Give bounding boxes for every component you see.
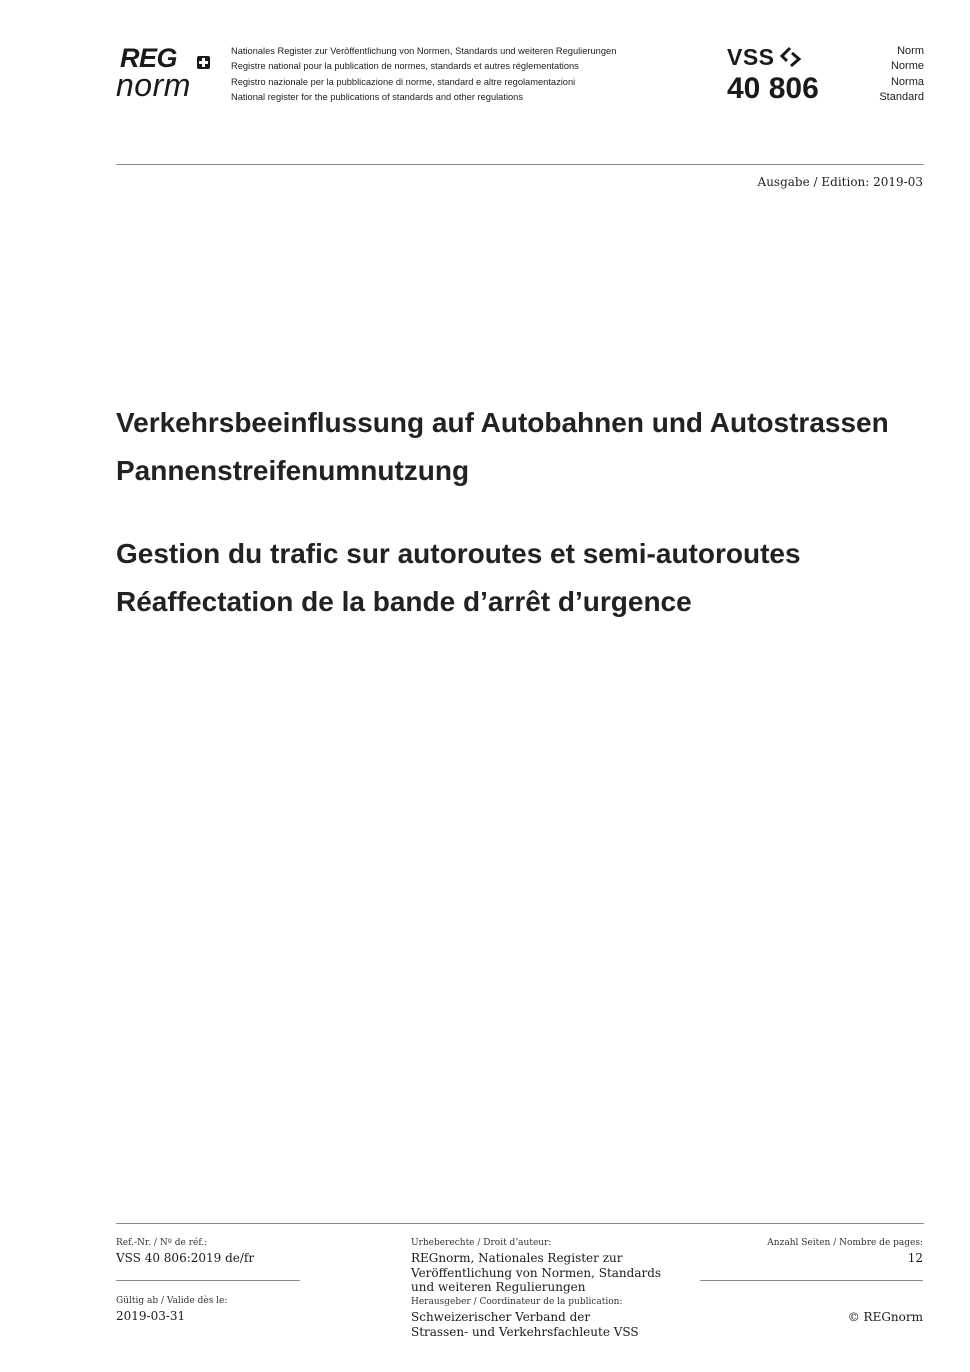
title-de-line-1: Verkehrsbeeinflussung auf Autobahnen und Autostrassen — [116, 407, 889, 438]
regnorm-logo — [116, 44, 216, 104]
vss-logo — [727, 44, 804, 70]
copyright-label: Urheberechte / Droit d’auteur: — [411, 1238, 552, 1248]
copyright-holder — [411, 1251, 661, 1295]
ref-divider — [116, 1280, 300, 1281]
publisher-name — [411, 1310, 639, 1339]
title-german — [116, 399, 946, 495]
pages-label: Anzahl Seiten / Nombre de pages: — [767, 1238, 923, 1248]
copyright-notice: © REGnorm — [847, 1310, 923, 1324]
valid-value: 2019-03-31 — [116, 1309, 186, 1323]
copyright-line-2: Veröffentlichung von Normen, Standards — [411, 1265, 662, 1280]
publisher-line-1: Schweizerischer Verband der — [411, 1310, 591, 1324]
doc-type-it: Norma — [890, 75, 924, 88]
swiss-cross-icon — [197, 56, 210, 69]
valid-label: Gültig ab / Valide dès le: — [116, 1296, 228, 1306]
vss-chevron-icon — [778, 45, 804, 69]
register-line-de: Nationales Register zur Veröffentlichung von Normen, Standards und weiteren Regulierungen — [231, 46, 617, 56]
vss-logo-text: VSS — [727, 44, 775, 70]
ref-label: Ref.-Nr. / Nº de réf.: — [116, 1238, 208, 1248]
title-fr-line-1: Gestion du trafic sur autoroutes et semi-autoroutes — [116, 538, 801, 569]
pages-value: 12 — [907, 1251, 923, 1265]
pages-divider — [700, 1280, 923, 1281]
register-line-fr: Registre national pour la publication de normes, standards et autres réglementations — [231, 61, 579, 72]
footer-divider — [116, 1223, 924, 1224]
doc-type-de: Norm — [897, 45, 924, 57]
register-line-en: National register for the publications of standards and other regulations — [231, 92, 523, 103]
logo-norm-text: norm — [116, 67, 191, 103]
ref-value: VSS 40 806:2019 de/fr — [116, 1251, 255, 1265]
copyright-line-3: und weiteren Regulierungen — [411, 1280, 586, 1295]
norm-number: 40 806 — [727, 72, 819, 105]
doc-type-fr: Norme — [890, 60, 924, 73]
publisher-line-2: Strassen- und Verkehrsfachleute VSS — [411, 1324, 639, 1339]
title-french — [116, 530, 946, 626]
doc-type-en: Standard — [879, 90, 924, 103]
document-type-list — [879, 44, 924, 105]
title-fr-line-2: Réaffectation de la bande d’arrêt d’urgence — [116, 586, 692, 617]
register-description — [231, 44, 616, 106]
edition-date: Ausgabe / Edition: 2019-03 — [757, 175, 923, 189]
copyright-line-1: REGnorm, Nationales Register zur — [411, 1251, 623, 1265]
title-de-line-2: Pannenstreifenumnutzung — [116, 455, 470, 486]
register-line-it: Registro nazionale per la pubblicazione di norme, standard e altre regolamentazioni — [231, 76, 576, 87]
header-divider — [116, 164, 924, 165]
publisher-label: Herausgeber / Coordinateur de la publication: — [411, 1297, 623, 1307]
logo-reg-text: REG — [120, 43, 178, 73]
